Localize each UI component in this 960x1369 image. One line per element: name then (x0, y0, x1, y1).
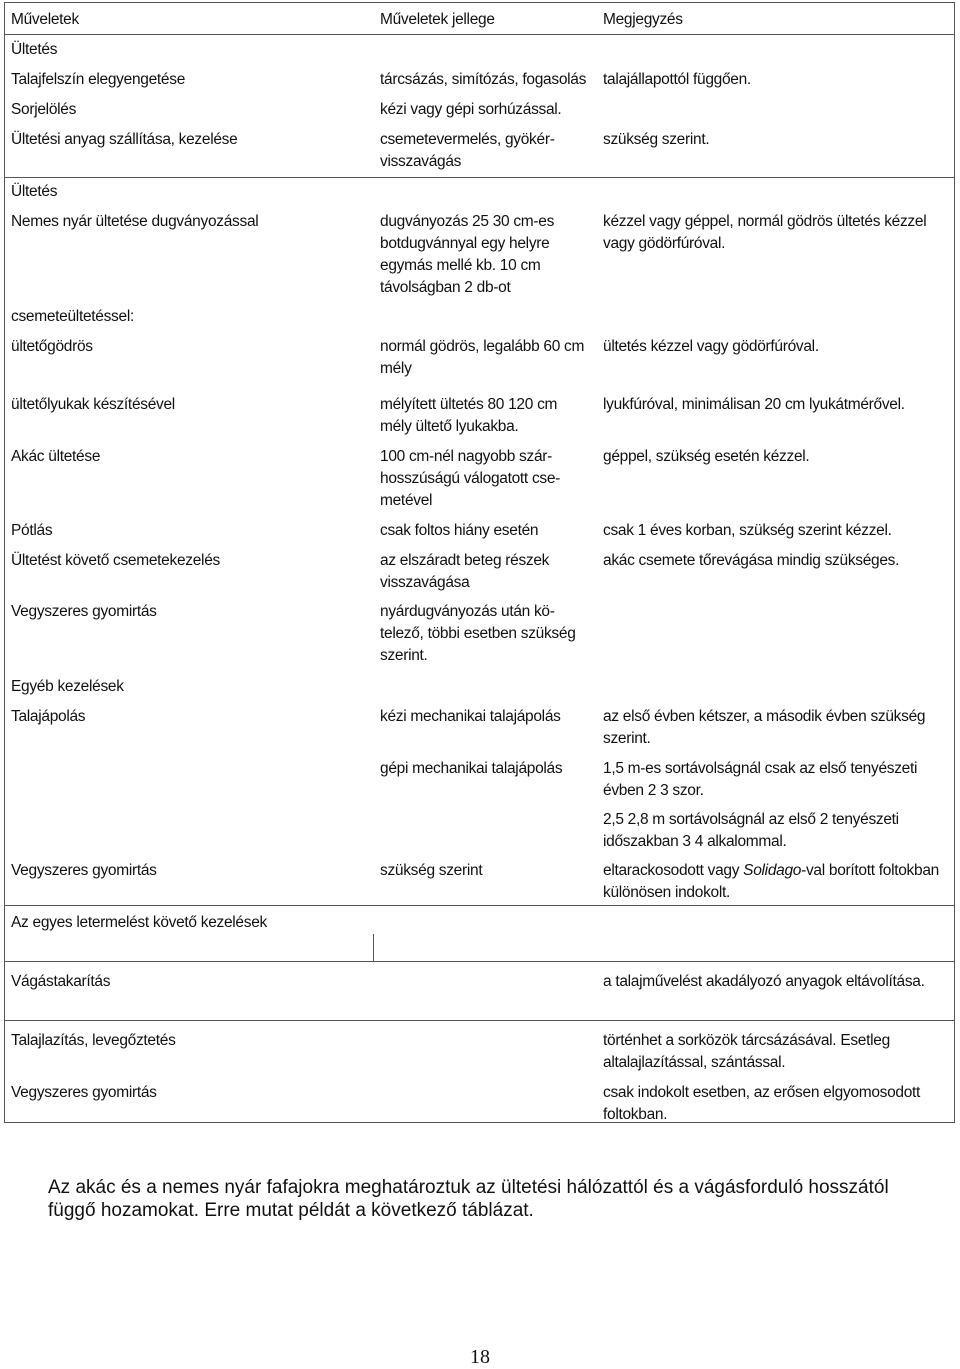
note-text: -val borított foltokban (801, 862, 939, 879)
row-divider (4, 177, 955, 178)
note-cell: vagy gödörfúróval. (603, 235, 726, 252)
nature-cell: távolságban 2 db-ot (380, 279, 511, 296)
operation-cell: Vegyszeres gyomirtás (11, 1084, 157, 1101)
operation-cell: Vegyszeres gyomirtás (11, 862, 157, 879)
column-divider-stub (373, 934, 374, 962)
operation-cell: Vegyszeres gyomirtás (11, 603, 157, 620)
note-cell: időszakban 3 4 alkalommal. (603, 833, 787, 850)
nature-cell: tárcsázás, simítózás, fogasolás (380, 71, 587, 88)
note-cell: csak indokolt esetben, az erősen elgyomosodott (603, 1084, 921, 1101)
row-divider (4, 1020, 955, 1021)
note-cell: 2,5 2,8 m sortávolságnál az első 2 tenyészeti (603, 811, 899, 828)
nature-cell: kézi mechanikai talajápolás (380, 708, 561, 725)
note-cell: csak 1 éves korban, szükség szerint kézzel. (603, 522, 892, 539)
nature-cell: metével (380, 492, 433, 509)
note-cell (603, 860, 948, 882)
operation-cell: Sorjelölés (11, 101, 77, 118)
nature-cell: szerint. (380, 647, 428, 664)
note-cell: ültetés kézzel vagy gödörfúróval. (603, 338, 819, 355)
operation-cell: Talajápolás (11, 708, 86, 725)
header-divider (4, 34, 955, 35)
nature-cell: dugványozás 25 30 cm-es (380, 213, 555, 230)
nature-cell: csak foltos hiány esetén (380, 522, 539, 539)
operation-cell: ültetőgödrös (11, 338, 93, 355)
nature-cell: telező, többi esetben szükség (380, 625, 576, 642)
note-text: eltarackosodott vagy (603, 862, 744, 879)
note-cell: talajállapottól függően. (603, 71, 751, 88)
note-cell: foltokban. (603, 1106, 668, 1123)
nature-cell: visszavágás (380, 153, 462, 170)
note-cell: akác csemete tőrevágása mindig szükséges. (603, 552, 900, 569)
nature-cell: 100 cm-nél nagyobb szár- (380, 448, 553, 465)
note-cell: a talajművelést akadályozó anyagok eltávolítása. (603, 973, 925, 990)
nature-cell: kézi vagy gépi sorhúzással. (380, 101, 562, 118)
note-cell: történhet a sorközök tárcsázásával. Esetleg (603, 1032, 890, 1049)
operation-cell: Talajlazítás, levegőztetés (11, 1032, 176, 1049)
section-heading: Ültetés (11, 183, 58, 200)
note-cell: géppel, szükség esetén kézzel. (603, 448, 810, 465)
operation-cell: Pótlás (11, 522, 53, 539)
nature-cell: egymás mellé kb. 10 cm (380, 257, 541, 274)
note-cell: szükség szerint. (603, 131, 710, 148)
note-cell: 1,5 m-es sortávolságnál csak az első tenyészeti (603, 760, 918, 777)
page-number: 18 (470, 1346, 490, 1368)
note-cell: az első évben kétszer, a második évben szükség (603, 708, 926, 725)
column-header-operations: Műveletek (11, 11, 79, 28)
note-cell: évben 2 3 szor. (603, 782, 704, 799)
nature-cell: gépi mechanikai talajápolás (380, 760, 563, 777)
nature-cell: az elszáradt beteg részek (380, 552, 550, 569)
note-cell: altalajlazítással, szántással. (603, 1054, 786, 1071)
section-heading: Egyéb kezelések (11, 678, 124, 695)
nature-cell: mély (380, 360, 412, 377)
operation-cell: Nemes nyár ültetése dugványozással (11, 213, 259, 230)
nature-cell: botdugvánnyal egy helyre (380, 235, 550, 252)
nature-cell: mélyített ültetés 80 120 cm (380, 396, 558, 413)
nature-cell: nyárdugványozás után kö- (380, 603, 555, 620)
operation-cell: Ültetést követő csemetekezelés (11, 552, 220, 569)
species-name: Solidago (743, 862, 802, 879)
nature-cell: hosszúságú válogatott cse- (380, 470, 561, 487)
operation-cell: csemeteültetéssel: (11, 308, 134, 325)
nature-cell: visszavágása (380, 574, 470, 591)
note-cell: lyukfúróval, minimálisan 20 cm lyukátmérővel. (603, 396, 905, 413)
column-header-nature: Műveletek jellege (380, 11, 495, 28)
operation-cell: Akác ültetése (11, 448, 101, 465)
operation-cell: Vágástakarítás (11, 973, 111, 990)
section-heading: Az egyes letermelést követő kezelések (11, 914, 267, 931)
nature-cell: mély ültető lyukakba. (380, 418, 519, 435)
row-divider (4, 961, 955, 962)
section-heading: Ültetés (11, 41, 58, 58)
note-cell: kézzel vagy géppel, normál gödrös ültetés kézzel (603, 213, 927, 230)
body-paragraph: Az akác és a nemes nyár fafajokra meghatároztuk az ültetési hálózattól és a vágásforduló hosszától függő hozamokat. Erre mutat példát a következő táblázat. (48, 1177, 889, 1221)
column-header-notes: Megjegyzés (603, 11, 683, 28)
operation-cell: ültetőlyukak készítésével (11, 396, 175, 413)
nature-cell: csemetevermelés, gyökér- (380, 131, 555, 148)
nature-cell: szükség szerint (380, 862, 483, 879)
note-cell: különösen indokolt. (603, 884, 731, 901)
operation-cell: Ültetési anyag szállítása, kezelése (11, 131, 238, 148)
note-cell: szerint. (603, 730, 651, 747)
operation-cell: Talajfelszín elegyengetése (11, 71, 186, 88)
row-divider (4, 905, 955, 906)
nature-cell: normál gödrös, legalább 60 cm (380, 338, 585, 355)
